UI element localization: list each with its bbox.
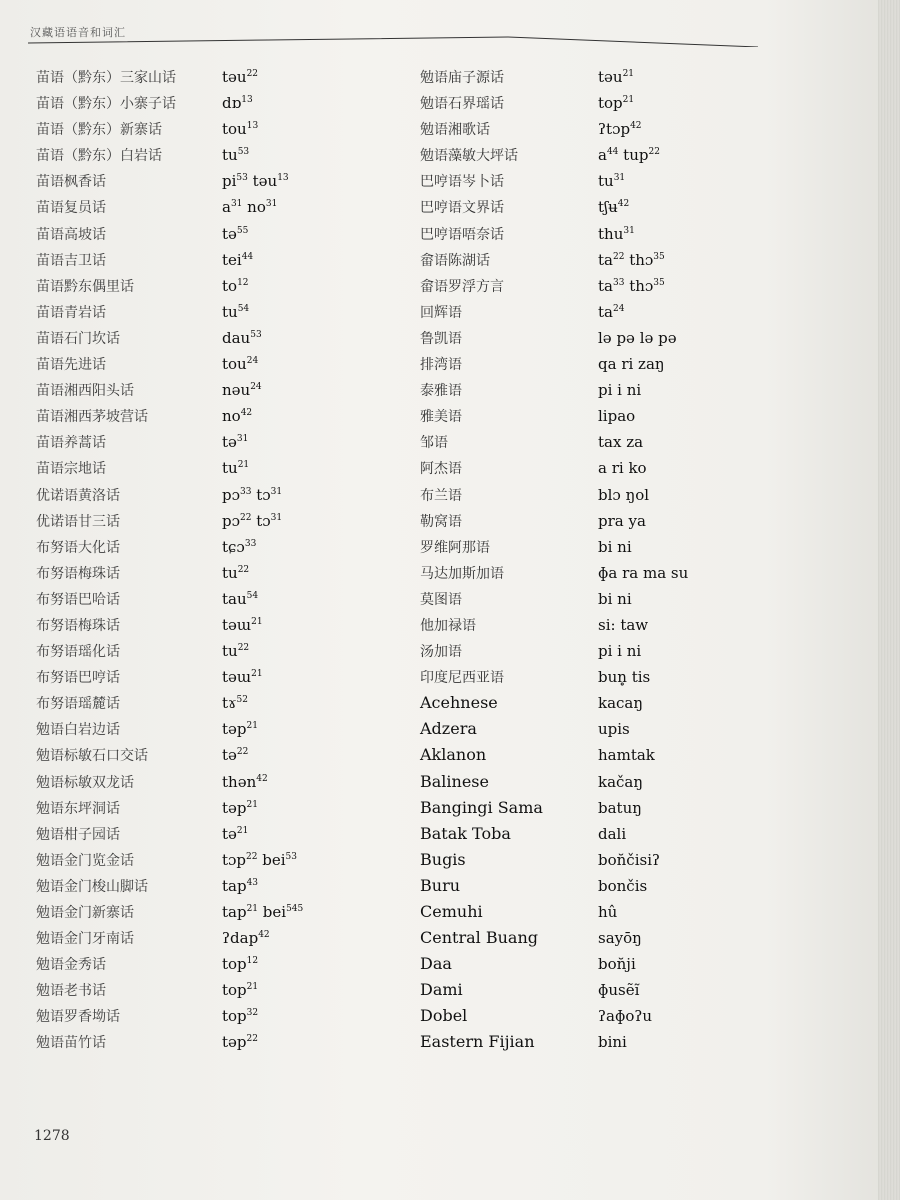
running-head: 汉藏语语音和词汇 (30, 26, 126, 39)
entry-row (36, 403, 406, 429)
entry-row (36, 742, 406, 768)
word-form: $a^{44}$ tup$^{22}$ (598, 146, 660, 165)
word-form: təu$^{22}$ (222, 68, 259, 86)
language-name: 雅美语 (420, 409, 462, 426)
word-form: dɒ$^{13}$ (222, 94, 253, 113)
left-column (36, 64, 406, 1056)
language-name: 布努语瑶化话 (36, 644, 120, 661)
word-form: tap$^{43}$ (222, 876, 259, 895)
entry-row (36, 1003, 406, 1029)
entry-row (420, 325, 860, 351)
language-name: 巴哼语岑卜话 (420, 174, 504, 191)
word-form: $to^{12}$ (222, 276, 249, 295)
language-name: 畲语陈湖话 (420, 252, 490, 269)
entry-row (36, 899, 406, 925)
entry-row (420, 925, 860, 951)
language-name: 苗语湘西阳头话 (36, 383, 134, 400)
word-form: tə$^{22}$ (222, 746, 249, 765)
language-name: 勉语标敏石口交话 (36, 748, 148, 765)
language-name: 布努语大化话 (36, 539, 120, 556)
language-name: Adzera (420, 719, 477, 739)
language-name: 苗语宗地话 (36, 461, 106, 478)
word-form: $no^{42}$ (222, 407, 253, 426)
word-form: tə$^{55}$ (222, 224, 249, 243)
entry-row (36, 482, 406, 508)
entry-row (36, 351, 406, 377)
language-name: Dobel (420, 1006, 468, 1026)
word-form: batuŋ (598, 798, 642, 817)
language-name: 勒窝语 (420, 513, 462, 530)
entry-row (420, 664, 860, 690)
language-name: 畲语罗浮方言 (420, 278, 504, 295)
entry-row (36, 534, 406, 560)
entry-row (36, 716, 406, 742)
language-name: 罗维阿那语 (420, 539, 490, 556)
word-form: blɔ ŋol (598, 485, 650, 504)
word-form: top$^{12}$ (222, 955, 259, 974)
word-form: tau$^{54}$ (222, 589, 259, 608)
word-form: $tu^{21}$ (222, 459, 250, 478)
entry-row (420, 951, 860, 977)
word-form: bi ni (598, 589, 632, 608)
word-form: pi i ni (598, 642, 642, 661)
language-name: 邹语 (420, 435, 448, 452)
entry-row (420, 168, 860, 194)
language-name: 勉语罗香坳话 (36, 1009, 120, 1026)
language-name: Aklanon (420, 745, 487, 765)
word-form: pɔ$^{22}$ tɔ$^{31}$ (222, 511, 283, 530)
word-form: təɯ$^{21}$ (222, 615, 263, 634)
entry-row (36, 638, 406, 664)
word-form: thu$^{31}$ (598, 224, 635, 243)
language-name: 布努语梅珠话 (36, 565, 120, 582)
entry-row (36, 221, 406, 247)
language-name: 苗语先进话 (36, 357, 106, 374)
word-form: bončis (598, 876, 648, 895)
language-name: Balinese (420, 771, 489, 791)
language-name: 勉语金门牙南话 (36, 931, 134, 948)
language-name: 巴哼语文界话 (420, 200, 504, 217)
word-form: a ri ko (598, 459, 647, 478)
language-name: 勉语柑子园话 (36, 826, 120, 843)
language-name: Dami (420, 980, 463, 1000)
entry-row (420, 90, 860, 116)
word-form: upis (598, 720, 630, 739)
language-name: Bugis (420, 849, 466, 869)
entry-row (420, 586, 860, 612)
language-name: 苗语（黔东）新寨话 (36, 122, 162, 139)
entry-row (420, 116, 860, 142)
entry-row (36, 247, 406, 273)
language-name: 勉语金门梭山脚话 (36, 878, 148, 895)
language-name: 他加禄语 (420, 617, 476, 634)
entry-row (420, 351, 860, 377)
language-name: 苗语石门坎话 (36, 330, 120, 347)
entry-row (36, 273, 406, 299)
entry-row (36, 612, 406, 638)
language-name: 排湾语 (420, 357, 462, 374)
entry-row (420, 273, 860, 299)
word-form: tə$^{31}$ (222, 433, 249, 452)
entry-row (420, 429, 860, 455)
word-form: $ta^{24}$ (598, 302, 625, 321)
word-form: hû (598, 903, 618, 921)
entry-row (36, 377, 406, 403)
word-form: təu$^{21}$ (598, 68, 635, 86)
entry-row (420, 142, 860, 168)
entry-row (36, 116, 406, 142)
entry-row (36, 1029, 406, 1055)
word-form: ʔaɸoʔu (598, 1007, 653, 1026)
language-name: 勉语老书话 (36, 983, 106, 1000)
language-name: 苗语（黔东）白岩话 (36, 148, 162, 165)
language-name: 苗语（黔东）三家山话 (36, 70, 176, 86)
word-form: $pi^{53}$ təu$^{13}$ (222, 172, 289, 191)
word-form: hamtak (598, 746, 655, 765)
entry-row (36, 821, 406, 847)
language-name: 巴哼语唔奈话 (420, 226, 504, 243)
entry-row (36, 325, 406, 351)
entry-row (420, 534, 860, 560)
language-name: 回辉语 (420, 304, 462, 321)
language-name: 苗语复员话 (36, 200, 106, 217)
word-form: sayōŋ (598, 929, 642, 948)
word-form: lə pə lə pə (598, 328, 677, 347)
entry-row (420, 742, 860, 768)
language-name: 勉语金门新寨话 (36, 905, 134, 921)
language-name: 苗语青岩话 (36, 304, 106, 321)
word-form: təp$^{22}$ (222, 1033, 258, 1052)
word-form: təp$^{21}$ (222, 720, 258, 739)
word-form: tou$^{24}$ (222, 355, 259, 374)
language-name: 勉语金门览金话 (36, 852, 134, 869)
word-form: pi i ni (598, 381, 642, 400)
entry-row (36, 64, 406, 90)
entry-row (36, 194, 406, 220)
word-form: ɸa ra ma su (598, 563, 689, 582)
right-column (420, 64, 860, 1056)
entry-row (420, 873, 860, 899)
word-form: $tu^{22}$ (222, 642, 250, 661)
language-name: Batak Toba (420, 823, 511, 843)
entry-row (420, 455, 860, 481)
entry-row (36, 847, 406, 873)
language-name: 布努语巴哼话 (36, 670, 120, 687)
language-name: 勉语藻敏大坪话 (420, 148, 518, 165)
word-form: thən$^{42}$ (222, 772, 268, 791)
language-name: 苗语吉卫话 (36, 252, 106, 269)
word-form: top$^{21}$ (598, 94, 635, 113)
language-name: Cemuhi (420, 902, 483, 921)
word-form: top$^{32}$ (222, 1007, 259, 1026)
entry-row (420, 508, 860, 534)
word-form: bini (598, 1033, 627, 1052)
word-form: $ta^{22}$ thɔ$^{35}$ (598, 250, 665, 269)
entry-row (420, 299, 860, 325)
language-name: 苗语湘西茅坡营话 (36, 409, 148, 426)
page-edge (878, 0, 900, 1200)
word-form: təɯ$^{21}$ (222, 668, 263, 687)
language-name: Eastern Fijian (420, 1032, 535, 1052)
word-form: bun̥ tis (598, 668, 651, 687)
entry-row (420, 690, 860, 716)
entry-row (420, 247, 860, 273)
word-form: qa ri zaŋ (598, 355, 665, 374)
entry-row (36, 769, 406, 795)
word-form: $a^{31}$ $no^{31}$ (222, 198, 278, 217)
entry-row (36, 951, 406, 977)
language-name: 优诺语黄洛话 (36, 487, 120, 504)
entry-row (420, 847, 860, 873)
language-name: 布努语梅珠话 (36, 617, 120, 634)
word-form: $ta^{33}$ thɔ$^{35}$ (598, 276, 665, 295)
entry-row (36, 560, 406, 586)
language-name: 勉语湘歌话 (420, 122, 490, 139)
entry-row (36, 455, 406, 481)
entry-row (36, 429, 406, 455)
word-form: nəu$^{24}$ (222, 381, 262, 400)
language-name: 鲁凯语 (420, 330, 462, 347)
language-name: 苗语枫香话 (36, 174, 106, 191)
page-number: 1278 (34, 1128, 70, 1144)
entry-row (36, 690, 406, 716)
entry-row (420, 638, 860, 664)
entry-row (420, 560, 860, 586)
word-form: tap$^{21}$ bei$^{545}$ (222, 903, 304, 921)
entry-row (36, 795, 406, 821)
entry-row (36, 508, 406, 534)
word-form: tə$^{21}$ (222, 824, 249, 843)
word-form: tax za (598, 433, 644, 452)
word-form: ʔdap$^{42}$ (222, 929, 270, 948)
language-name: 布努语瑶麓话 (36, 696, 120, 713)
word-form: təp$^{21}$ (222, 798, 258, 817)
word-form: $tu^{53}$ (222, 146, 250, 165)
entry-row (420, 194, 860, 220)
language-name: 勉语东坪洞话 (36, 800, 120, 817)
language-name: Acehnese (420, 693, 498, 713)
language-name: 阿杰语 (420, 461, 462, 478)
entry-row (36, 925, 406, 951)
language-name: 勉语苗竹话 (36, 1035, 106, 1052)
word-form: top$^{21}$ (222, 981, 259, 1000)
language-name: Bangingi Sama (420, 797, 543, 817)
entry-row (420, 795, 860, 821)
entry-row (36, 664, 406, 690)
word-form: dau$^{53}$ (222, 328, 262, 347)
entry-row (420, 977, 860, 1003)
language-name: 苗语（黔东）小寨子话 (36, 96, 176, 113)
language-name: 布努语巴哈话 (36, 591, 120, 608)
entry-row (36, 977, 406, 1003)
language-name: 苗语养蒿话 (36, 435, 106, 452)
language-name: 优诺语甘三话 (36, 513, 120, 530)
language-name: 苗语黔东偶里话 (36, 278, 134, 295)
language-name: 印度尼西亚语 (420, 670, 504, 687)
word-form: pɔ$^{33}$ tɔ$^{31}$ (222, 485, 283, 504)
entry-row (420, 821, 860, 847)
language-name: 汤加语 (420, 644, 462, 661)
word-form: dali (598, 824, 627, 843)
language-name: 布兰语 (420, 487, 462, 504)
word-form: pra ya (598, 511, 646, 530)
word-form: tei$^{44}$ (222, 250, 254, 269)
header-rule (28, 31, 758, 47)
language-name: Central Buang (420, 928, 538, 948)
entry-row (36, 873, 406, 899)
entry-row (36, 142, 406, 168)
language-name: 勉语庙子源话 (420, 70, 504, 86)
language-name: 勉语标敏双龙话 (36, 774, 134, 791)
language-name: Daa (420, 954, 452, 974)
language-name: 泰雅语 (420, 383, 462, 400)
word-form: tʃʉ$^{42}$ (598, 198, 630, 217)
language-name: 勉语金秀话 (36, 957, 106, 974)
entry-row (420, 221, 860, 247)
word-form: ɸusẽĩ (598, 981, 640, 1000)
language-name: 马达加斯加语 (420, 565, 504, 582)
entry-row (36, 299, 406, 325)
entry-row (36, 168, 406, 194)
word-form: lipao (598, 407, 636, 426)
word-form: tɕɔ$^{33}$ (222, 537, 257, 556)
word-form: tou$^{13}$ (222, 120, 259, 139)
language-name: 勉语石界瑶话 (420, 96, 504, 113)
word-form: $tu^{22}$ (222, 563, 250, 582)
entry-row (420, 1029, 860, 1055)
entry-row (420, 377, 860, 403)
word-form: kacaŋ (598, 694, 644, 713)
word-form: si: taw (598, 615, 649, 634)
word-form: bon̆ji (598, 955, 636, 974)
word-form: $tu^{31}$ (598, 172, 626, 191)
word-form: tɔp$^{22}$ bei$^{53}$ (222, 850, 297, 869)
word-form: tɤ$^{52}$ (222, 694, 248, 713)
entry-row (420, 64, 860, 90)
language-name: 苗语高坡话 (36, 226, 106, 243)
word-form: kačaŋ (598, 772, 644, 791)
language-name: 莫图语 (420, 591, 462, 608)
entry-row (420, 482, 860, 508)
language-name: 勉语白岩边话 (36, 722, 120, 739)
word-form: bi ni (598, 537, 632, 556)
entry-row (420, 403, 860, 429)
word-form: $tu^{54}$ (222, 302, 250, 321)
entry-row (36, 586, 406, 612)
word-form: bon̆čisiʔ (598, 850, 661, 869)
entry-row (36, 90, 406, 116)
entry-row (420, 716, 860, 742)
entry-row (420, 899, 860, 925)
entry-row (420, 612, 860, 638)
word-form: ʔtɔp$^{42}$ (598, 120, 642, 139)
language-name: Buru (420, 875, 461, 895)
entry-row (420, 1003, 860, 1029)
entry-row (420, 769, 860, 795)
